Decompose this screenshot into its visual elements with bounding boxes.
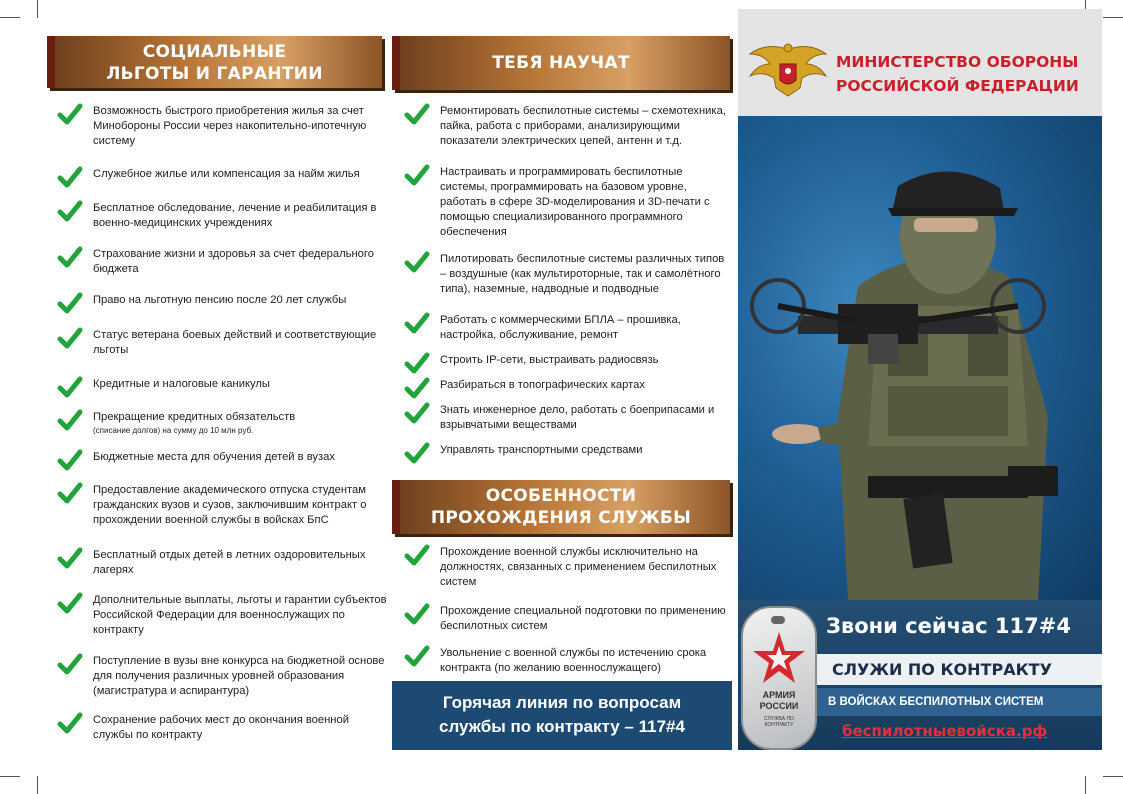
soldier-illustration [738,116,1102,600]
checkmark-icon [57,710,83,736]
list-item-text: Страхование жизни и здоровья за счет федерального бюджета [93,248,374,275]
soldier-with-drone-photo [738,116,1102,600]
list-item-text: Пилотировать беспилотные системы различных типов – воздушные (как мультироторные, так и самолётного типа), наземные, надводные и подводные [440,253,725,295]
list-item-note: (списание долгов) на сумму до 10 млн руб. [93,426,254,435]
crop-mark [1103,17,1123,18]
serve-contract-text: СЛУЖИ ПО КОНТРАКТУ [832,660,1052,679]
list-item-text: Статус ветерана боевых действий и соответствующие льготы [93,329,377,356]
website-link[interactable]: беспилотныевойска.рф [842,722,1048,740]
checkmark-icon [404,601,430,627]
checkmark-icon [57,325,83,351]
list-item [394,353,730,368]
service-features-banner [392,480,730,534]
checkmark-icon [57,590,83,616]
list-item [394,403,730,433]
badge-army-label: АРМИЯ [762,690,796,700]
checkmark-icon [404,400,430,426]
unmanned-troops-strip [816,688,1102,716]
checkmark-icon [57,101,83,127]
list-item [394,646,730,676]
hotline-text: Горячая линия по вопросам службы по контракту – 117#4 [439,693,685,736]
list-item-text: Ремонтировать беспилотные системы – схемотехника, пайка, работа с приборами, анализирующими показатели электрических цепей, антенн и т.д. [440,105,726,147]
list-item [394,165,730,240]
social-benefits-banner [47,36,382,88]
crop-mark [37,0,38,18]
service-features-list [394,545,730,676]
list-item [47,377,387,392]
list-item-text: Прохождение специальной подготовки по применению беспилотных систем [440,605,726,632]
you-will-learn-list [394,104,730,458]
list-item [394,104,730,149]
checkmark-icon [404,162,430,188]
crop-mark [1103,776,1123,777]
checkmark-icon [57,374,83,400]
list-item-text: Служебное жилье или компенсация за найм жилья [93,168,360,180]
social-benefits-list [47,104,387,743]
list-item-text: Право на льготную пенсию после 20 лет службы [93,294,347,306]
list-item [394,378,730,393]
list-item-text: Управлять транспортными средствами [440,444,643,456]
ministry-title-line2: РОССИЙСКОЙ ФЕДЕРАЦИИ [836,77,1079,95]
list-item [47,410,387,436]
call-now-text: Звони сейчас 117#4 [826,614,1071,638]
list-item [47,201,387,231]
list-item [394,313,730,343]
list-item [47,293,387,308]
badge-russia-label: РОССИИ [759,701,799,711]
social-benefits-title-line1: СОЦИАЛЬНЫЕ [142,42,287,62]
ministry-title [836,50,1096,98]
list-item-text: Прекращение кредитных обязательств [93,411,296,423]
list-item [47,328,387,358]
list-item-text: Дополнительные выплаты, льготы и гарантии субъектов Российской Федерации для военнослужащих по контракту [93,594,387,636]
list-item-text: Кредитные и налоговые каникулы [93,378,270,390]
list-item [47,450,387,465]
list-item-text: Сохранение рабочих мест до окончания военной службы по контракту [93,714,349,741]
checkmark-icon [57,447,83,473]
ministry-title-line1: МИНИСТЕРСТВО ОБОРОНЫ [836,53,1079,71]
list-item-text: Поступление в вузы вне конкурса на бюджетной основе для получения различных уровней образования (магистратура и аспирантура) [93,655,385,697]
checkmark-icon [404,101,430,127]
list-item [394,545,730,590]
checkmark-icon [404,440,430,466]
list-item [394,443,730,458]
crop-mark [1085,776,1086,794]
army-dog-tag-badge [741,606,817,750]
list-item [47,593,387,638]
crop-mark [0,776,20,777]
checkmark-icon [57,480,83,506]
checkmark-icon [57,651,83,677]
social-benefits-title-line2: ЛЬГОТЫ И ГАРАНТИИ [106,64,323,84]
list-item [47,104,387,149]
badge-hole [771,616,785,624]
list-item [47,713,387,743]
checkmark-icon [404,310,430,336]
list-item [47,483,387,528]
checkmark-icon [57,164,83,190]
list-item-text: Бесплатное обследование, лечение и реабилитация в военно-медицинских учреждениях [93,202,377,229]
list-item-text: Настраивать и программировать беспилотные системы, программировать на базовом уровне, работать в сфере 3D-моделирования и 3D-печати с помощью специализированного программного обеспечения [440,166,710,238]
unmanned-troops-text: В ВОЙСКАХ БЕСПИЛОТНЫХ СИСТЕМ [828,696,1044,708]
checkmark-icon [57,407,83,433]
hotline-box [392,681,732,750]
list-item-text: Прохождение военной службы исключительно на должностях, связанных с применением беспилотных систем [440,546,717,588]
checkmark-icon [57,244,83,270]
list-item-text: Предоставление академического отпуска студентам гражданских вузов и сузов, заключившим контракт о прохождении военной службы в войсках БпС [93,484,367,526]
list-item-text: Увольнение с военной службы по истечению срока контракта (по желанию военнослужащего) [440,647,707,674]
service-features-title-line1: ОСОБЕННОСТИ [485,486,637,506]
list-item [394,252,730,297]
list-item [394,604,730,634]
serve-contract-strip [816,654,1102,685]
list-item-text: Бесплатный отдых детей в летних оздоровительных лагерях [93,549,366,576]
checkmark-icon [57,290,83,316]
checkmark-icon [57,545,83,571]
list-item [47,548,387,578]
army-star-badge [751,630,807,686]
crop-mark [0,17,20,18]
checkmark-icon [404,249,430,275]
service-features-title-line2: ПРОХОЖДЕНИЯ СЛУЖБЫ [430,508,692,528]
list-item-text: Знать инженерное дело, работать с боеприпасами и взрывчатыми веществами [440,404,715,431]
list-item-text: Разбираться в топографических картах [440,379,645,391]
checkmark-icon [404,542,430,568]
list-item [47,654,387,699]
you-will-learn-title: ТЕБЯ НАУЧАТ [492,53,630,73]
list-item [47,247,387,277]
checkmark-icon [404,643,430,669]
double-headed-eagle-emblem [746,40,830,100]
checkmark-icon [404,375,430,401]
you-will-learn-banner [392,36,730,90]
list-item-text: Работать с коммерческими БПЛА – прошивка, настройка, обслуживание, ремонт [440,314,681,341]
badge-sub-label: СЛУЖБА ПО КОНТРАКТУ [764,716,794,728]
crop-mark [37,776,38,794]
checkmark-icon [57,198,83,224]
list-item-text: Возможность быстрого приобретения жилья за счет Минобороны России через накопительно-ипотечную систему [93,105,367,147]
list-item-text: Бюджетные места для обучения детей в вузах [93,451,335,463]
list-item-text: Строить IP-сети, выстраивать радиосвязь [440,354,659,366]
checkmark-icon [404,350,430,376]
list-item [47,167,387,182]
